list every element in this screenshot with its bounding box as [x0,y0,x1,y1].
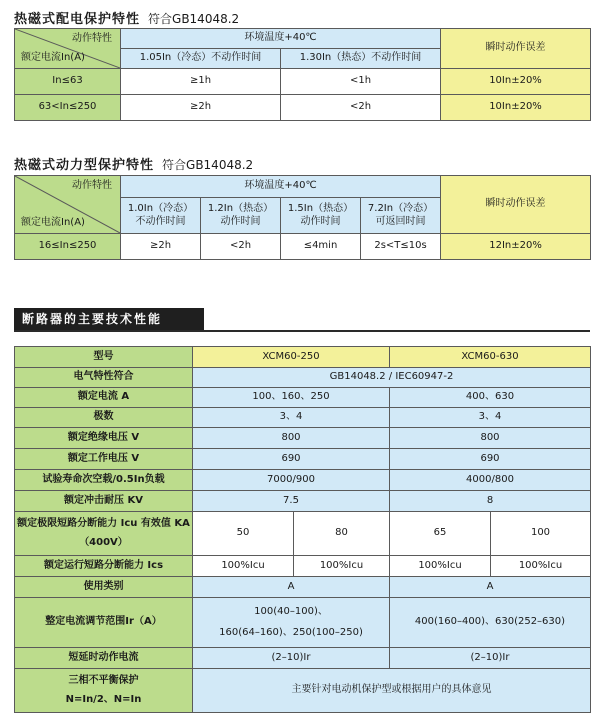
section2-title-text: 热磁式动力型保护特性 [14,158,155,173]
model-a: XCM60-250 [193,347,390,368]
row-val: ≥2h [121,234,201,260]
row-range: 63<In≤250 [15,95,121,121]
setting-value-a [193,598,390,648]
unbalance-label-line2: N=In/2、N=In [65,693,142,705]
spec-label-unbalance [15,669,193,713]
banner-underline [14,330,590,332]
power-protection-table [14,175,591,260]
technical-spec-table [14,346,591,713]
unbalance-label-line1: 三相不平衡保护 [68,675,139,686]
spec-value: 100%Icu [193,556,294,577]
spec-label: 短延时动作电流 [15,648,193,669]
spec-value: 7.5 [193,491,390,512]
spec-value: 3、4 [193,408,390,428]
spec-label: 电气特性符合 [15,368,193,388]
spec-value: 100 [491,512,591,556]
section-banner: 断路器的主要技术性能 [14,308,204,330]
spec-value: 100%Icu [491,556,591,577]
spec-value: 690 [193,449,390,470]
header-col: 1.5In（热态）动作时间 [281,198,361,234]
spec-value: GB14048.2 / IEC60947-2 [193,368,591,388]
spec-value: 800 [390,428,591,449]
spec-value: 690 [390,449,591,470]
header-action-label: 动作特性 [72,180,112,191]
spec-value: 7000/900 [193,470,390,491]
header-instant: 瞬时动作误差 [441,29,591,69]
spec-label: 额定冲击耐压 KV [15,491,193,512]
row-val: ≤4min [281,234,361,260]
header-env: 环境温度+40℃ [121,29,441,49]
row-cold: ≥1h [121,69,281,95]
distribution-protection-table [14,28,591,121]
row-instant: 10In±20% [441,69,591,95]
section1-title [14,8,239,27]
header-rated-label: 额定电流In(A) [21,216,85,228]
row-val: <2h [201,234,281,260]
spec-label: 极数 [15,408,193,428]
icu-label-line1: 额定极限短路分断能力 Icu 有效值 KA [17,518,190,529]
row-cold: ≥2h [121,95,281,121]
icu-label-line2: （400V） [79,536,128,548]
section2-standard: 符合GB14048.2 [162,158,254,172]
section1-title-text: 热磁式配电保护特性 [14,12,141,27]
spec-value: 100%Icu [390,556,491,577]
model-b: XCM60-630 [390,347,591,368]
spec-label: 使用类别 [15,577,193,598]
spec-value: (2–10)Ir [193,648,390,669]
header-rated-label: 额定电流In(A) [21,51,85,63]
header-diagonal-cell [15,176,121,234]
row-range: In≤63 [15,69,121,95]
spec-label: 额定工作电压 V [15,449,193,470]
section1-standard: 符合GB14048.2 [148,12,240,26]
header-diagonal-cell [15,29,121,69]
spec-value: 65 [390,512,491,556]
row-instant: 10In±20% [441,95,591,121]
spec-value: 100、160、250 [193,388,390,408]
spec-value: A [390,577,591,598]
setting-a-line1: 100(40–100)、 [254,606,328,617]
row-hot: <1h [281,69,441,95]
spec-value: 4000/800 [390,470,591,491]
spec-label: 额定运行短路分断能力 Ics [15,556,193,577]
setting-a-line2: 160(64–160)、250(100–250) [219,626,363,638]
spec-label: 整定电流调节范围Ir（A） [15,598,193,648]
section2-title [14,154,253,173]
header-cold: 1.05In（冷态）不动作时间 [121,49,281,69]
spec-value: 400(160–400)、630(252–630) [390,598,591,648]
header-col: 7.2In（冷态）可返回时间 [361,198,441,234]
spec-value: 100%Icu [294,556,390,577]
spec-value: 400、630 [390,388,591,408]
header-hot: 1.30In（热态）不动作时间 [281,49,441,69]
spec-value: 80 [294,512,390,556]
row-hot: <2h [281,95,441,121]
header-instant: 瞬时动作误差 [441,176,591,234]
row-range: 16≤In≤250 [15,234,121,260]
spec-value: 3、4 [390,408,591,428]
spec-label: 额定绝缘电压 V [15,428,193,449]
header-action-label: 动作特性 [72,33,112,44]
header-env: 环境温度+40℃ [121,176,441,198]
spec-label: 额定电流 A [15,388,193,408]
spec-value: 800 [193,428,390,449]
header-col: 1.2In（热态）动作时间 [201,198,281,234]
row-val: 2s<T≤10s [361,234,441,260]
spec-value: 50 [193,512,294,556]
spec-value: 8 [390,491,591,512]
spec-label: 试验寿命次空载/0.5In负载 [15,470,193,491]
spec-value: (2–10)Ir [390,648,591,669]
spec-value: 主要针对电动机保护型或根据用户的具体意见 [193,669,591,713]
spec-label-icu [15,512,193,556]
header-col: 1.0In（冷态）不动作时间 [121,198,201,234]
row-instant: 12In±20% [441,234,591,260]
spec-value: A [193,577,390,598]
spec-label: 型号 [15,347,193,368]
